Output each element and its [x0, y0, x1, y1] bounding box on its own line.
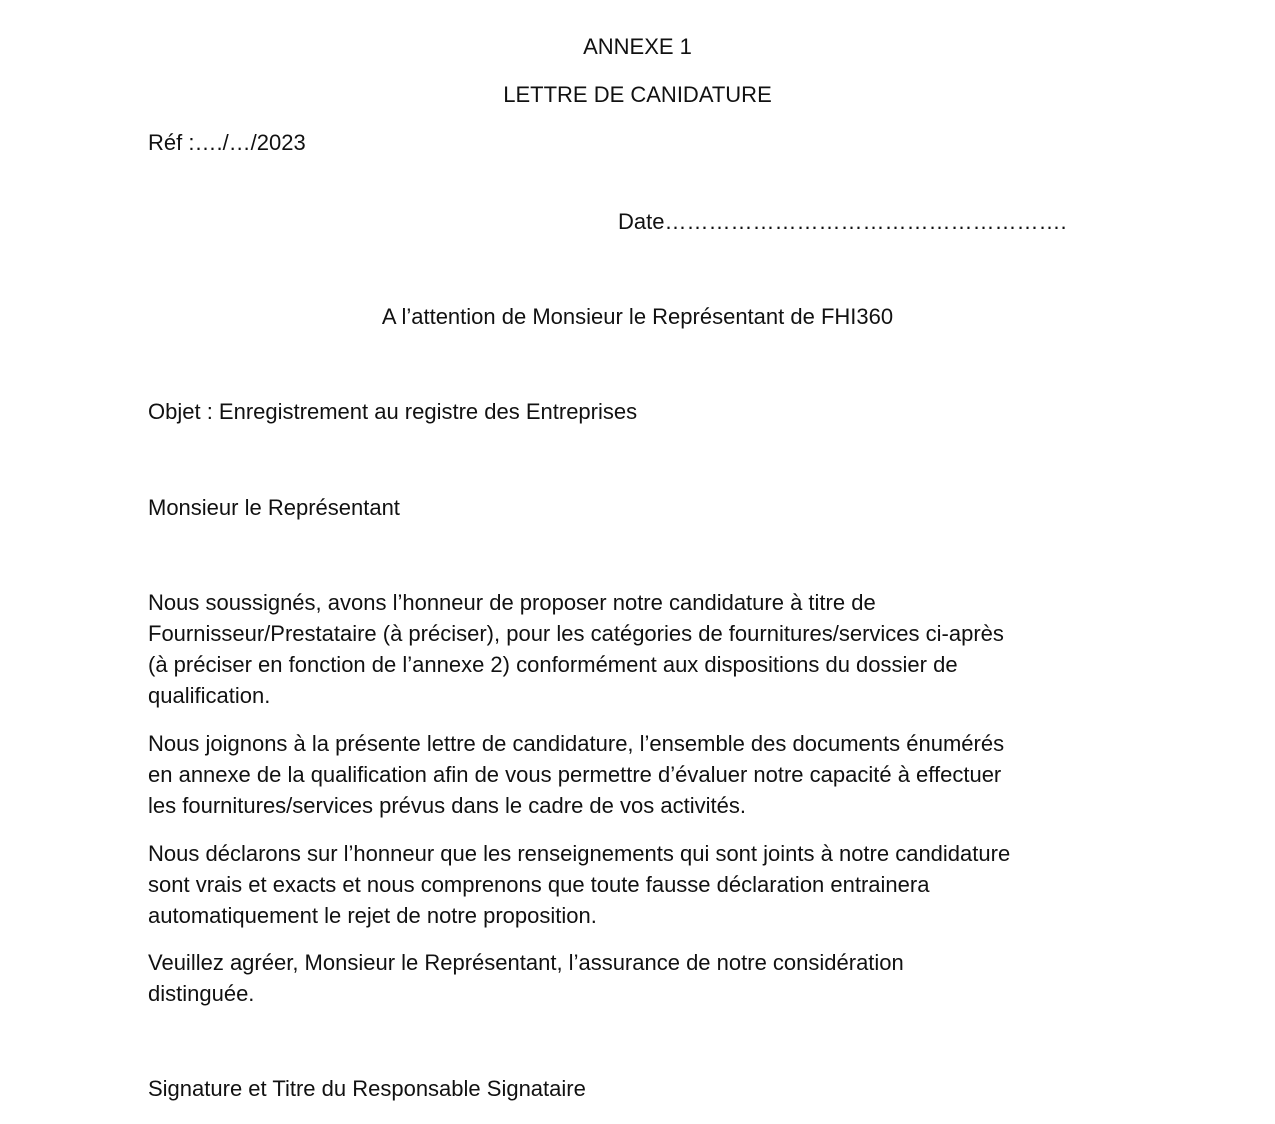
salutation: Monsieur le Représentant: [148, 495, 400, 520]
paragraph-line: automatiquement le rejet de notre proposition.: [148, 903, 597, 928]
paragraph-line: sont vrais et exacts et nous comprenons que toute fausse déclaration entrainera: [148, 872, 930, 897]
date-line: Date……………………………………………….: [618, 209, 1067, 234]
attention-line: A l’attention de Monsieur le Représentant de FHI360: [381, 304, 894, 329]
paragraph-closing: [148, 947, 1138, 1009]
paragraph-line: Nous déclarons sur l’honneur que les renseignements qui sont joints à notre candidature: [148, 841, 1011, 866]
paragraph-candidature: [148, 587, 1138, 711]
paragraph-line: les fournitures/services prévus dans le cadre de vos activités.: [148, 793, 746, 818]
paragraph-line: qualification.: [148, 683, 271, 708]
paragraph-line: (à préciser en fonction de l’annexe 2) conformément aux dispositions du dossier de: [148, 652, 958, 677]
paragraph-line: Nous joignons à la présente lettre de candidature, l’ensemble des documents énumérés: [148, 731, 1005, 756]
subject-line: Objet : Enregistrement au registre des Entreprises: [148, 399, 638, 424]
paragraph-line: Fournisseur/Prestataire (à préciser), pour les catégories de fournitures/services ci-après: [148, 621, 1004, 646]
paragraph-line: Veuillez agréer, Monsieur le Représentant, l’assurance de notre considération: [148, 950, 904, 975]
reference-line: Réf :…./…/2023: [148, 130, 306, 155]
paragraph-documents: [148, 728, 1138, 821]
annex-heading: ANNEXE 1: [583, 34, 692, 59]
paragraph-line: distinguée.: [148, 981, 255, 1006]
letter-title: LETTRE DE CANIDATURE: [503, 82, 772, 107]
paragraph-line: Nous soussignés, avons l’honneur de proposer notre candidature à titre de: [148, 590, 876, 615]
paragraph-line: en annexe de la qualification afin de vous permettre d’évaluer notre capacité à effectuer: [148, 762, 1002, 787]
signature-line: Signature et Titre du Responsable Signataire: [148, 1076, 586, 1101]
paragraph-declaration: [148, 838, 1138, 931]
